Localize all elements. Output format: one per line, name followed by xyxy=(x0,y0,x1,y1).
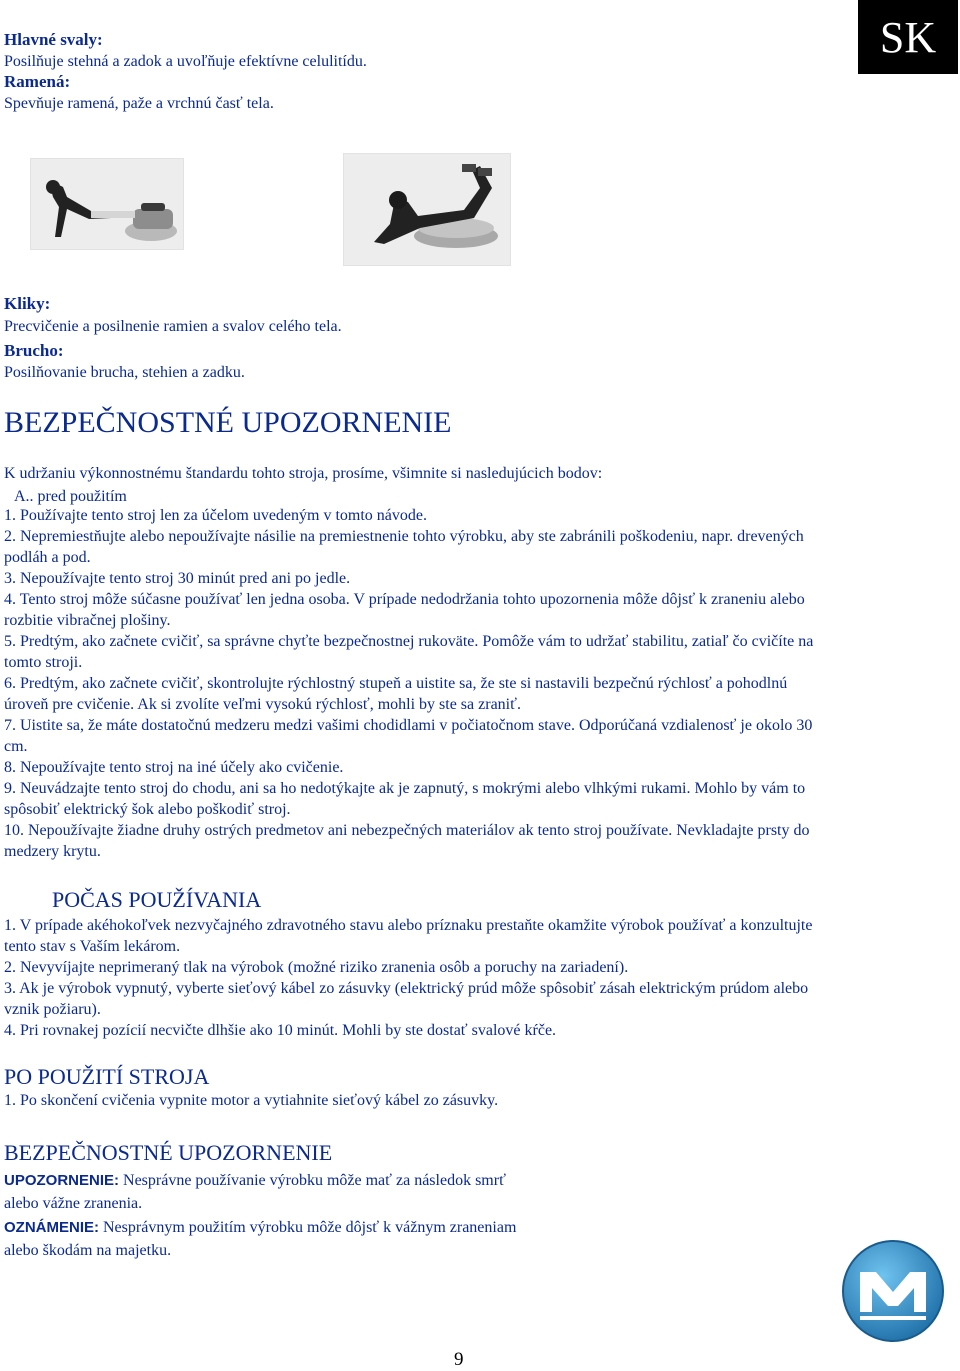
during-use-item: 3. Ak je výrobok vypnutý, vyberte sieťový kábel zo zásuvky (elektrický prúd môže spôsobiť zásah elektrickým prúdom alebo xyxy=(4,980,809,997)
safety-item: rozbitie vibračnej plošiny. xyxy=(4,612,171,629)
section-heading-shoulders: Ramená: xyxy=(4,72,71,91)
section-heading-pushups: Kliky: xyxy=(4,294,51,313)
safety-subheading: A.. pred použitím xyxy=(14,488,127,505)
safety-item: 8. Nepoužívajte tento stroj na iné účely ako cvičenie. xyxy=(4,759,344,776)
safety-item: 10. Nepoužívajte žiadne druhy ostrých predmetov ani nebezpečných materiálov ak tento stroj používate. Nevkladajte prsty do xyxy=(4,822,810,839)
safety-item: tomto stroji. xyxy=(4,654,83,671)
language-badge-text: SK xyxy=(879,12,937,62)
warnings-title: BEZPEČNOSTNÉ UPOZORNENIE xyxy=(4,1140,333,1165)
brand-logo xyxy=(838,1236,948,1346)
after-use-items-list xyxy=(4,1090,954,1111)
notice-label: OZNÁMENIE: xyxy=(4,1219,99,1236)
abdominal-illustration xyxy=(344,154,510,265)
section-text-shoulders: Spevňuje ramená, paže a vrchnú časť tela. xyxy=(4,95,274,112)
after-use-item: 1. Po skončení cvičenia vypnite motor a vytiahnite sieťový kábel zo zásuvky. xyxy=(4,1092,499,1109)
pushup-illustration xyxy=(31,159,183,249)
safety-item: 4. Tento stroj môže súčasne používať len jedna osoba. V prípade nedodržania tohto upozornenia môže dôjsť k zraneniu alebo xyxy=(4,591,805,608)
safety-item: 9. Neuvádzajte tento stroj do chodu, ani sa ho nedotýkajte ak je zapnutý, s mokrými alebo vlhkými rukami. Mohlo by vám to xyxy=(4,780,806,797)
warning-line-1 xyxy=(4,1170,506,1191)
safety-item: 6. Predtým, ako začnete cvičiť, skontrolujte rýchlostný stupeň a uistite sa, že ste si nastavili bezpečnú rýchlosť a pohodlnú xyxy=(4,675,788,692)
during-use-item: 4. Pri rovnakej pozícií necvičte dlhšie ako 10 minút. Mohli by ste dostať svalové kŕče. xyxy=(4,1022,557,1039)
notice-text-continued: alebo škodám na majetku. xyxy=(4,1242,172,1259)
page-number: 9 xyxy=(454,1349,464,1370)
pushup-exercise-photo xyxy=(30,158,184,250)
during-use-items-list xyxy=(4,915,954,1041)
safety-item: 7. Uistite sa, že máte dostatočnú medzeru medzi vašimi chodidlami v počiatočnom stave. Odporúčaná vzdialenosť je okolo 30 xyxy=(4,717,813,734)
brand-logo-icon xyxy=(838,1236,948,1346)
safety-item: spôsobiť elektrický šok alebo poškodiť stroj. xyxy=(4,801,291,818)
during-use-item: tento stav s Vaším lekárom. xyxy=(4,938,181,955)
during-use-item: 1. V prípade akéhokoľvek nezvyčajného zdravotného stavu alebo príznaku prestaňte okamžite výrobok používať a konzultujte xyxy=(4,917,813,934)
section-heading-main-muscles: Hlavné svaly: xyxy=(4,30,103,49)
safety-item: medzery krytu. xyxy=(4,843,101,860)
section-text-abdomen: Posilňovanie brucha, stehien a zadku. xyxy=(4,364,245,381)
section-text-main-muscles: Posilňuje stehná a zadok a uvoľňuje efektívne celulitídu. xyxy=(4,53,367,70)
safety-item: 2. Nepremiestňujte alebo nepoužívajte násilie na premiestnenie tohto výrobku, aby ste zabránili poškodeniu, napr. drevených xyxy=(4,528,804,545)
safety-item: 3. Nepoužívajte tento stroj 30 minút pred ani po jedle. xyxy=(4,570,351,587)
safety-intro: K udržaniu výkonnostnému štandardu tohto stroja, prosíme, všimnite si nasledujúcich bodov: xyxy=(4,465,603,482)
safety-item: úroveň pre cvičenie. Ak si zvolíte veľmi vysokú rýchlosť, mohli by ste sa zraniť. xyxy=(4,696,521,713)
warning-text-continued: alebo vážne zranenia. xyxy=(4,1195,143,1212)
during-use-item: vznik požiaru). xyxy=(4,1001,101,1018)
safety-items-list xyxy=(4,505,954,862)
during-use-title: POČAS POUŽÍVANIA xyxy=(52,887,262,912)
warning-text: Nesprávne používanie výrobku môže mať za následok smrť xyxy=(119,1172,506,1189)
language-badge xyxy=(858,0,958,74)
after-use-title: PO POUŽITÍ STROJA xyxy=(4,1064,210,1089)
during-use-item: 2. Nevyvíjajte neprimeraný tlak na výrobok (možné riziko zranenia osôb a poruchy na zariadení). xyxy=(4,959,629,976)
safety-item: podláh a pod. xyxy=(4,549,91,566)
warning-label: UPOZORNENIE: xyxy=(4,1172,120,1189)
safety-item: cm. xyxy=(4,738,28,755)
section-heading-abdomen: Brucho: xyxy=(4,341,64,360)
safety-title: BEZPEČNOSTNÉ UPOZORNENIE xyxy=(4,406,452,439)
notice-text: Nesprávnym použitím výrobku môže dôjsť k vážnym zraneniam xyxy=(99,1219,517,1236)
safety-item: 1. Používajte tento stroj len za účelom uvedeným v tomto návode. xyxy=(4,507,428,524)
notice-line-1 xyxy=(4,1217,516,1238)
abdominal-exercise-photo xyxy=(343,153,511,266)
section-text-pushups: Precvičenie a posilnenie ramien a svalov celého tela. xyxy=(4,318,342,335)
safety-item: 5. Predtým, ako začnete cvičiť, sa správne chyťte bezpečnostnej rukoväte. Pomôže vám to udržať stabilitu, zatiaľ čo cvičíte na xyxy=(4,633,814,650)
